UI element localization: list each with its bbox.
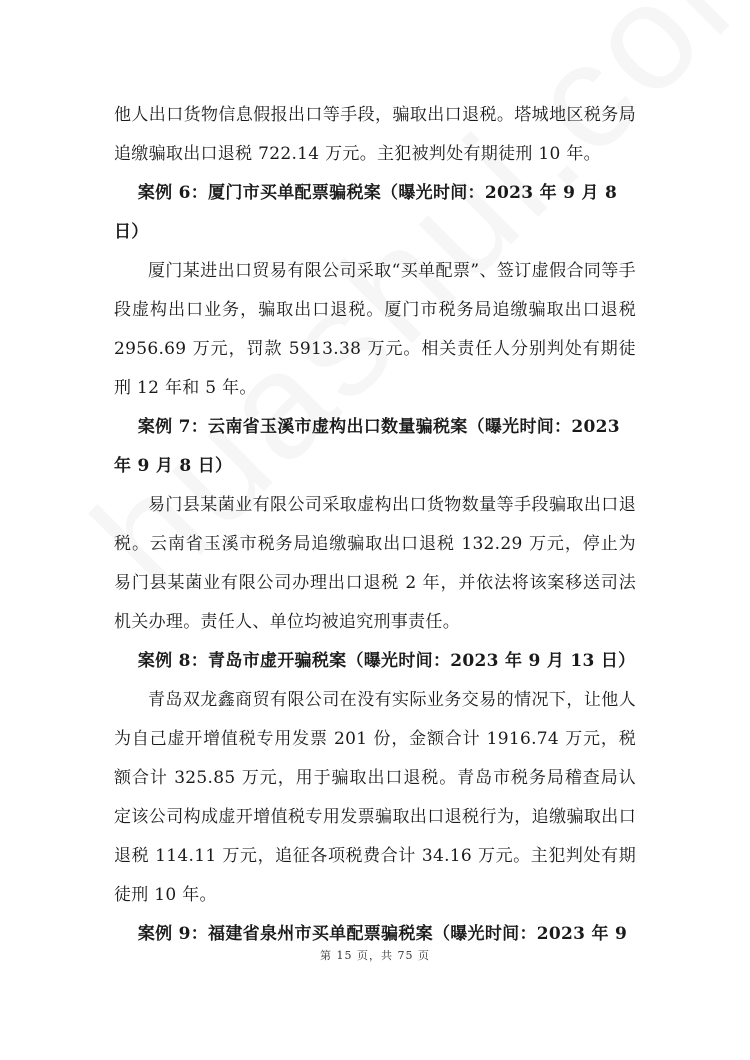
case-9-title: 案例 9：福建省泉州市买单配票骗税案（曝光时间：2023 年 9 (137, 924, 628, 944)
case-7-body: 易门县某菌业有限公司采取虚构出口货物数量等手段骗取出口退税。云南省玉溪市税务局追缴骗取出口退税 132.29 万元，停止为易门县某菌业有限公司办理出口退税 2 年，并依法将该案移送司法机关办理。责任人、单位均被追究刑事责任。 (114, 495, 636, 632)
case-7-title: 案例 7：云南省玉溪市虚构出口数量骗税案（曝光时间：2023 年 9 月 8 日） (114, 417, 620, 476)
paragraph-continued: 他人出口货物信息假报出口等手段，骗取出口退税。塔城地区税务局追缴骗取出口退税 722.14 万元。主犯被判处有期徒刑 10 年。 (114, 105, 636, 164)
case-8-title: 案例 8：青岛市虚开骗税案（曝光时间：2023 年 9 月 13 日） (137, 651, 636, 671)
page-content (114, 96, 636, 954)
case-6-body: 厦门某进出口贸易有限公司采取“买单配票”、签订虚假合同等手段虚构出口业务，骗取出口退税。厦门市税务局追缴骗取出口退税 2956.69 万元，罚款 5913.38 万元。相关责任人分别判处有期徒刑 12 年和 5 年。 (114, 261, 636, 398)
case-6-title: 案例 6：厦门市买单配票骗税案（曝光时间：2023 年 9 月 8 日） (114, 183, 618, 242)
page-number-footer: 第 15 页，共 75 页 (320, 949, 430, 962)
case-8-body: 青岛双龙鑫商贸有限公司在没有实际业务交易的情况下，让他人为自己虚开增值税专用发票 201 份，金额合计 1916.74 万元，税额合计 325.85 万元，用于骗取出口退税。青岛市税务局稽查局认定该公司构成虚开增值税专用发票骗取出口退税行为，追缴骗取出口退税 114.11 万元，追征各项税费合计 34.16 万元。主犯判处有期徒刑 10 年。 (114, 690, 636, 905)
